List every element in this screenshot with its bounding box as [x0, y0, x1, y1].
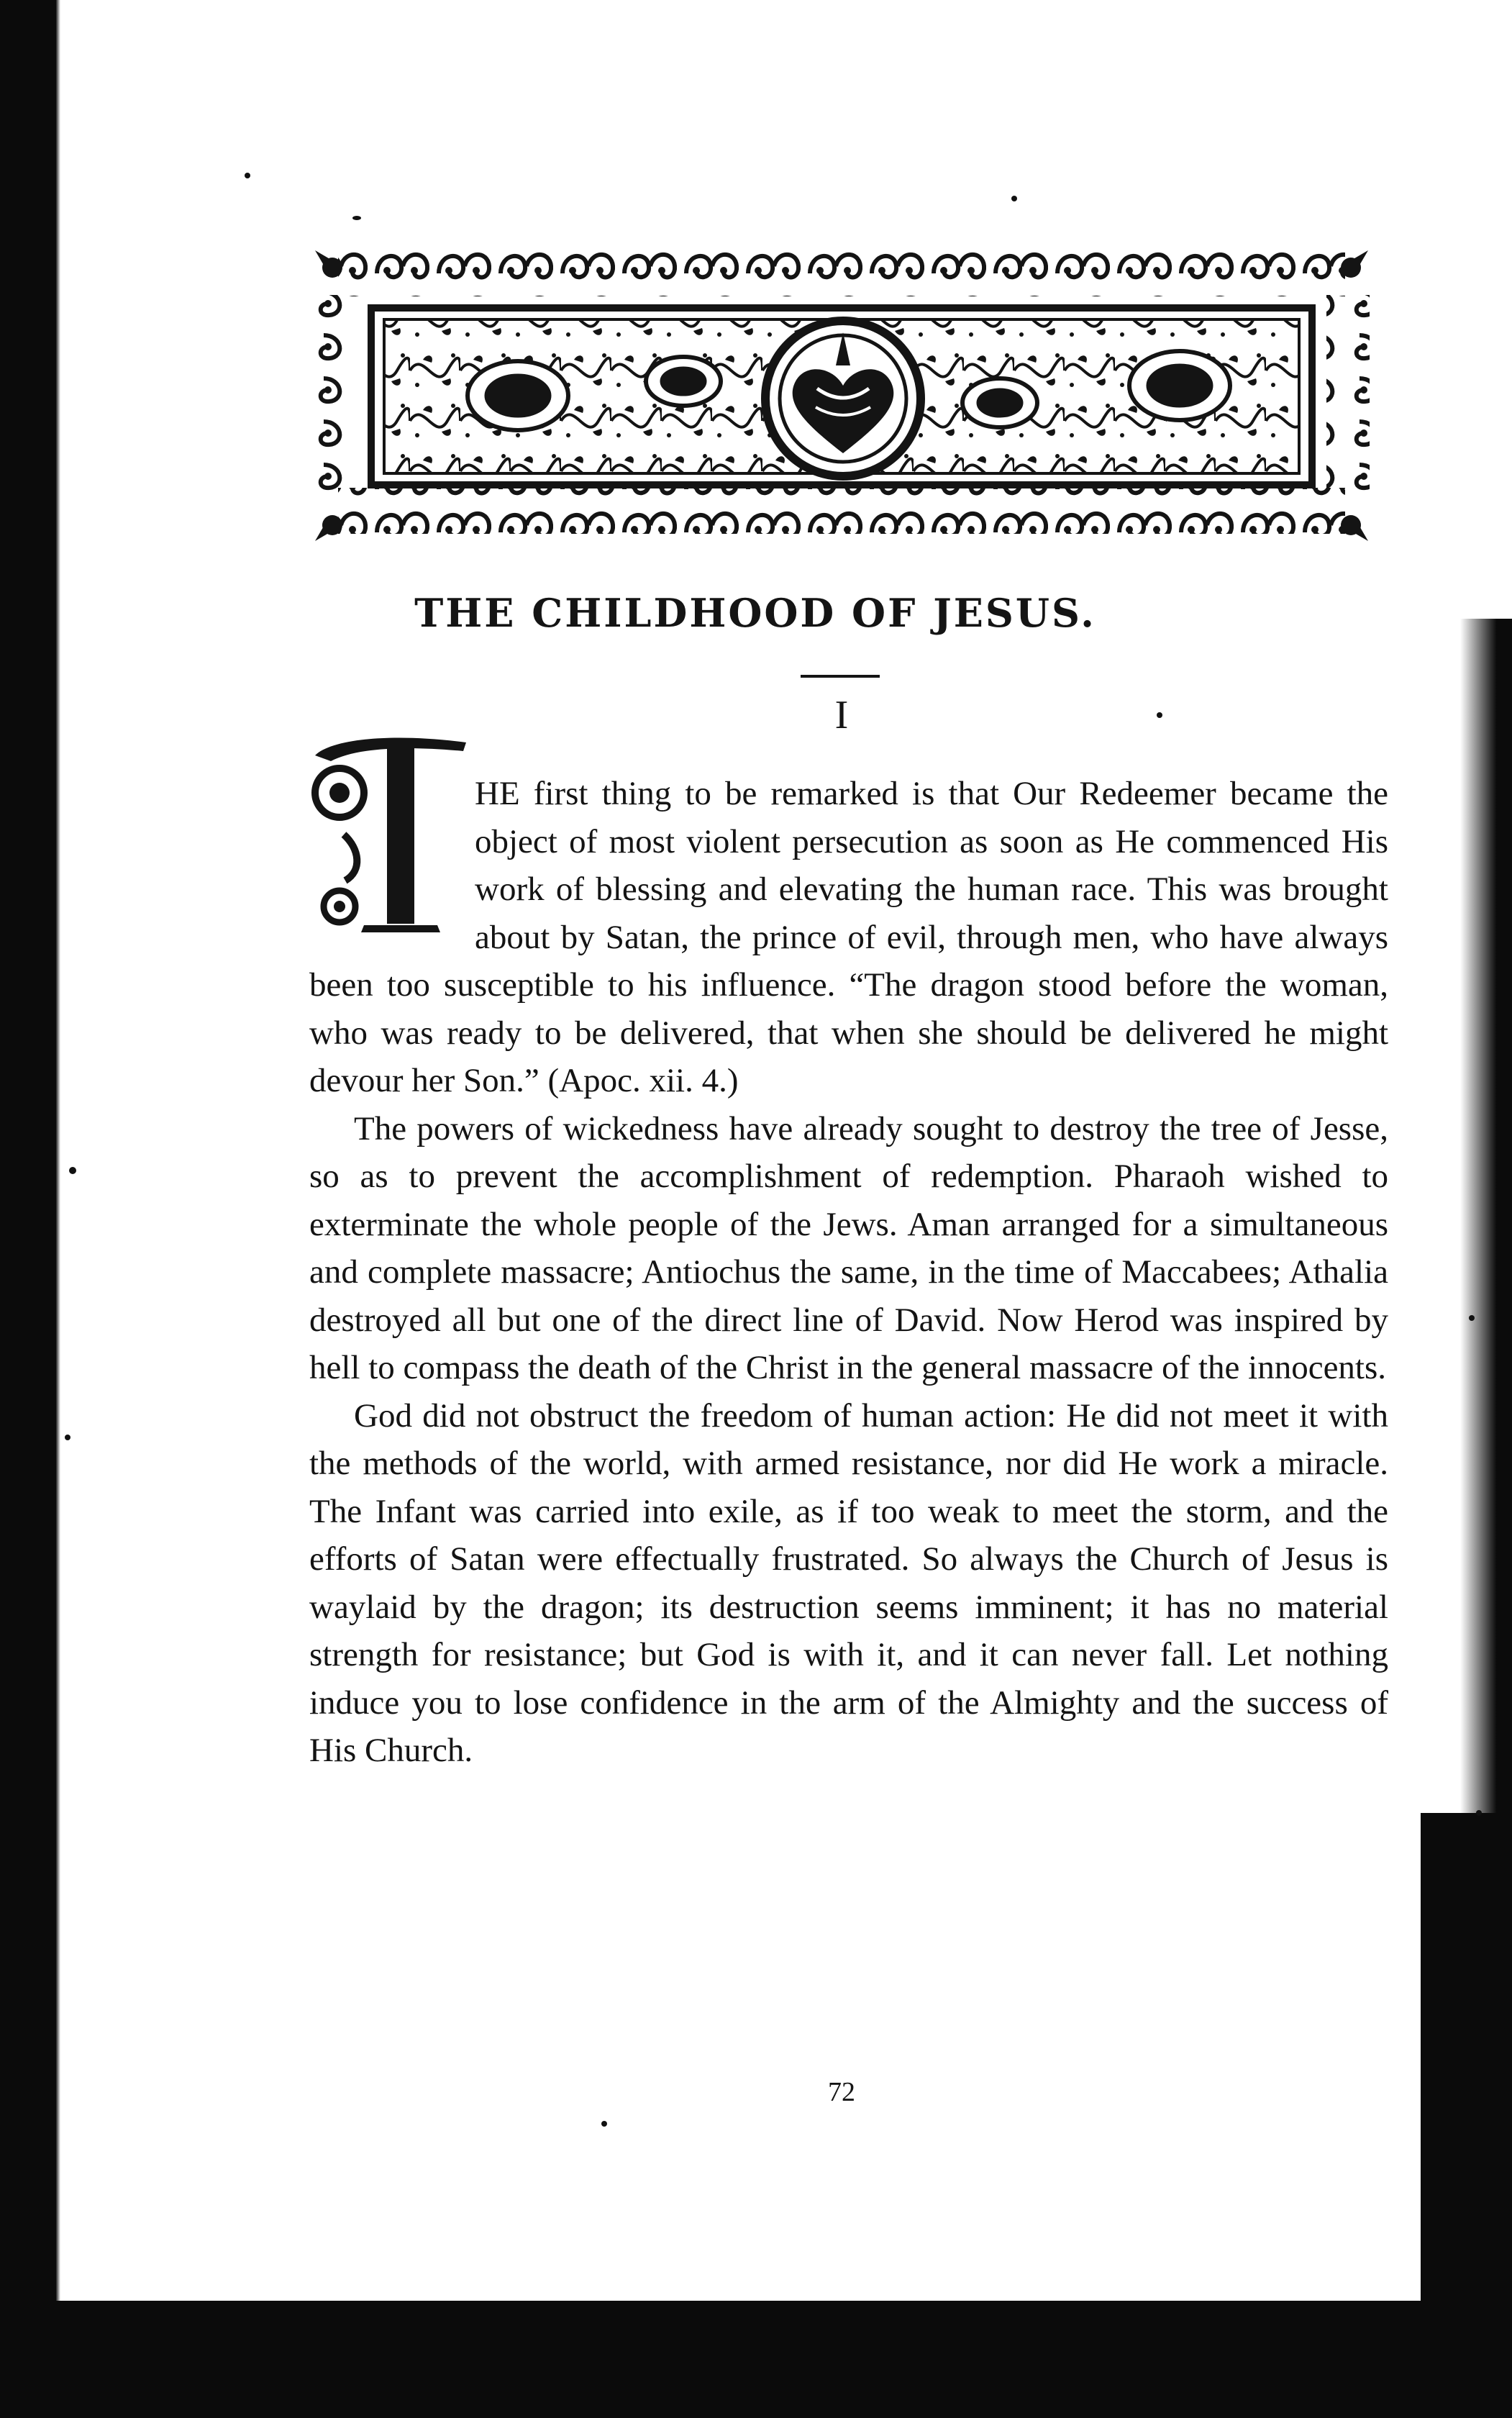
scan-speck: [601, 2121, 607, 2127]
scan-speck: [65, 1435, 70, 1440]
scan-speck: [1469, 1315, 1475, 1321]
scan-bottom-border: [0, 2301, 1512, 2418]
title-divider: [801, 675, 880, 678]
drop-cap-space: [309, 770, 475, 958]
scan-right-shadow: [1460, 619, 1512, 1842]
paragraph: God did not obstruct the freedom of human action: He did not meet it with the methods of the world, with armed resistance, nor did He work a miracle. The Infant was carried into exile, as if too weak to meet the storm, and the efforts of Satan were effectually frustrated. So always the Church of Jesus is waylaid by the dragon; its destruction seems imminent; it has no material strength for resistance; but God is with it, and it can never fall. Let nothing induce you to lose confidence in the arm of the Almighty and the success of His Church.: [309, 1396, 1388, 1769]
paragraph: The powers of wickedness have already sought to destroy the tree of Jesse, so as to prevent the accomplishment of redemption. Pharaoh wished to exterminate the whole people of the Jews. Aman arranged for a simultaneous and complete massacre; Antiochus the same, in the time of Maccabees; Athalia destroyed all but one of the direct line of David. Now Herod was inspired by hell to compass the death of the Christ in the general massacre of the innocents.: [309, 1109, 1388, 1386]
scan-speck: [352, 216, 361, 220]
section-number: I: [834, 693, 849, 737]
chapter-title: THE CHILDHOOD OF JESUS.: [414, 590, 1096, 636]
scan-speck: [1476, 1810, 1482, 1816]
scan-speck: [1011, 196, 1017, 201]
page-number: 72: [828, 2077, 855, 2107]
scan-left-border: [0, 0, 56, 2418]
paragraph: [309, 770, 1388, 1105]
scan-speck: [1157, 712, 1162, 718]
header-ornament: [309, 245, 1374, 547]
body-text: [309, 770, 1388, 1775]
scan-speck: [69, 1167, 76, 1174]
paragraph-text: HE first thing to be remarked is that Our Redeemer became the object of most violent persecution as soon as He commenced His work of blessing and elevating the human race. This was brought about by Satan, the prince of evil, through men, who have always been too susceptible to his influence. “The dragon stood before the woman, who was ready to be delivered, that when she should be delivered he might devour her Son.” (Apoc. xii. 4.): [309, 775, 1388, 1099]
scan-speck: [245, 173, 250, 178]
